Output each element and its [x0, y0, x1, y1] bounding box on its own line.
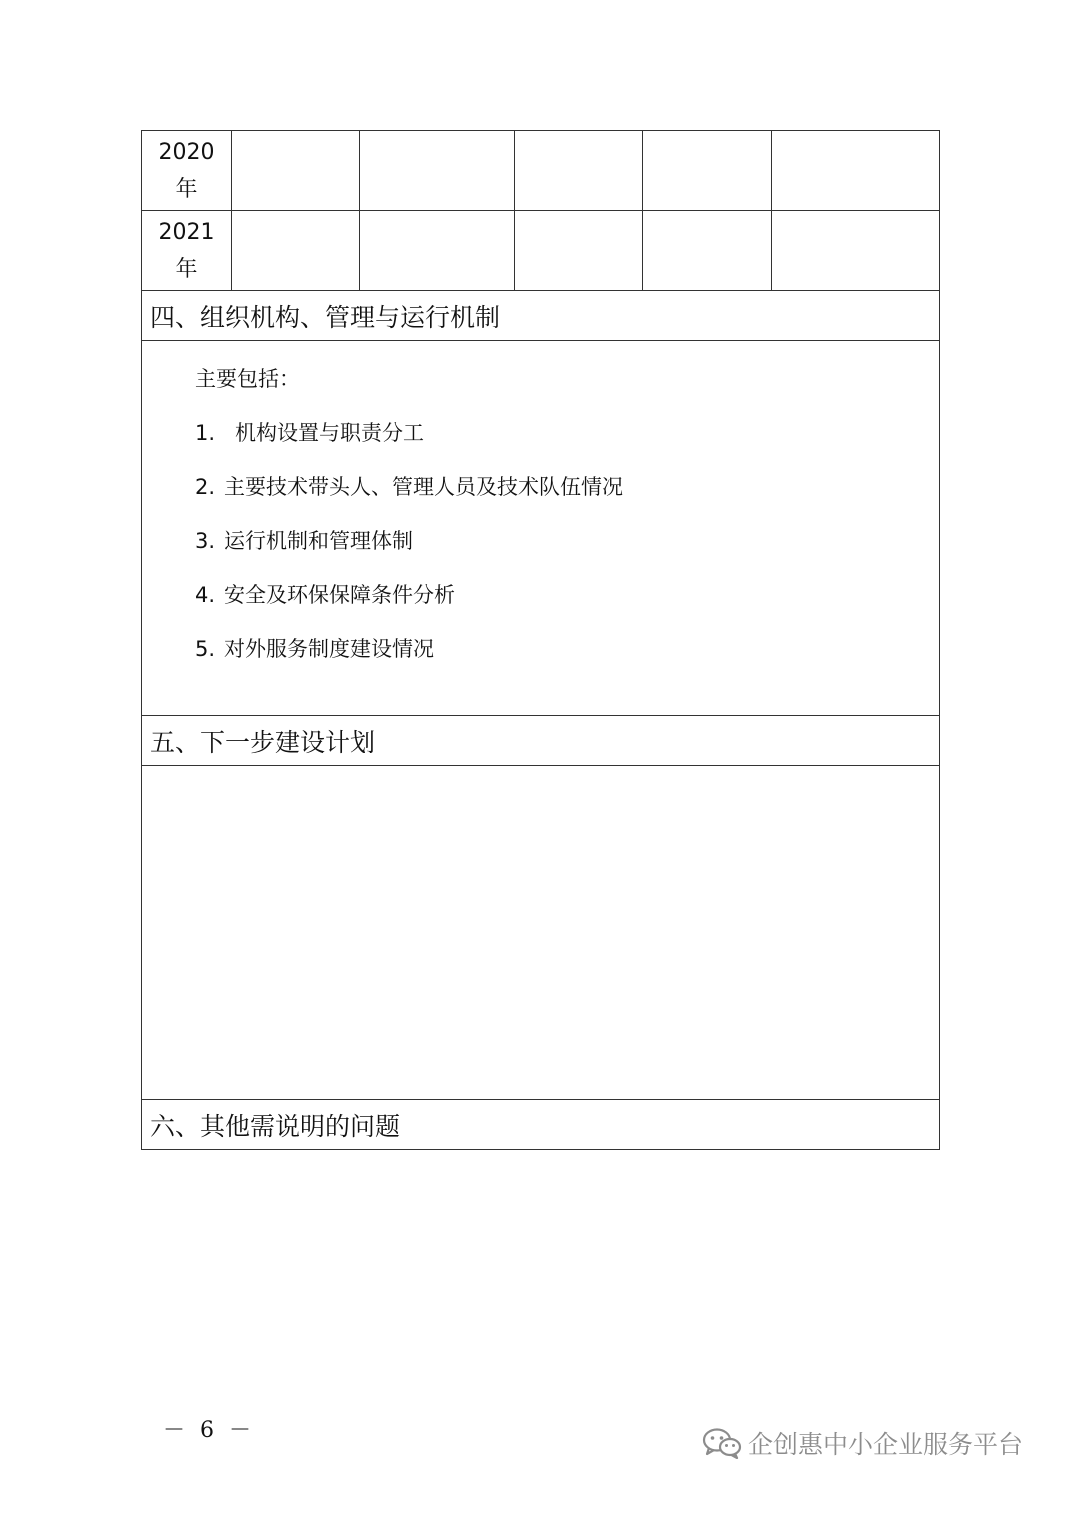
list-item	[195, 635, 939, 663]
list-item-text: 安全及环保保障条件分析	[224, 583, 455, 607]
empty-cell	[232, 211, 360, 291]
empty-cell	[643, 131, 772, 211]
empty-cell	[772, 211, 940, 291]
section-4-body-row	[142, 341, 940, 716]
section-5-body-row	[142, 766, 940, 1100]
section-6-header-row	[142, 1100, 940, 1150]
list-item	[195, 581, 939, 609]
list-item-text: 机构设置与职责分工	[235, 421, 424, 445]
year-unit: 年	[175, 256, 198, 282]
watermark	[702, 1425, 1023, 1461]
empty-cell	[643, 211, 772, 291]
year-cell	[142, 211, 232, 291]
empty-cell	[515, 211, 643, 291]
year-number: 2020	[158, 139, 215, 165]
page-number: － 6 －	[163, 1418, 255, 1443]
report-form-table	[141, 130, 940, 1150]
watermark-text: 企创惠中小企业服务平台	[748, 1430, 1024, 1459]
section-4-header-row	[142, 291, 940, 341]
list-item	[195, 473, 939, 501]
list-item-text: 运行机制和管理体制	[224, 529, 413, 553]
section-4-title: 四、组织机构、管理与运行机制	[142, 291, 940, 341]
section-5-header-row	[142, 716, 940, 766]
list-item-number: 3.	[195, 529, 216, 553]
wechat-icon	[702, 1427, 742, 1459]
empty-cell	[772, 131, 940, 211]
list-item-text: 主要技术带头人、管理人员及技术队伍情况	[224, 475, 623, 499]
list-item-number: 5.	[195, 637, 216, 661]
section-4-list	[142, 419, 939, 663]
year-unit: 年	[175, 176, 198, 202]
table-row-2020	[142, 131, 940, 211]
list-item-number: 4.	[195, 583, 216, 607]
list-item-text: 对外服务制度建设情况	[224, 637, 434, 661]
section-6-title: 六、其他需说明的问题	[142, 1100, 940, 1150]
section-4-body	[142, 341, 940, 716]
year-cell	[142, 131, 232, 211]
empty-cell	[360, 211, 515, 291]
empty-cell	[515, 131, 643, 211]
year-number: 2021	[158, 219, 215, 245]
section-4-intro: 主要包括：	[195, 367, 300, 391]
empty-cell	[360, 131, 515, 211]
table-row-2021	[142, 211, 940, 291]
section-5-title: 五、下一步建设计划	[142, 716, 940, 766]
list-item-number: 2.	[195, 475, 216, 499]
list-item	[195, 527, 939, 555]
section-5-body	[142, 766, 940, 1100]
list-item	[195, 419, 939, 447]
empty-cell	[232, 131, 360, 211]
list-item-number: 1.	[195, 421, 216, 445]
